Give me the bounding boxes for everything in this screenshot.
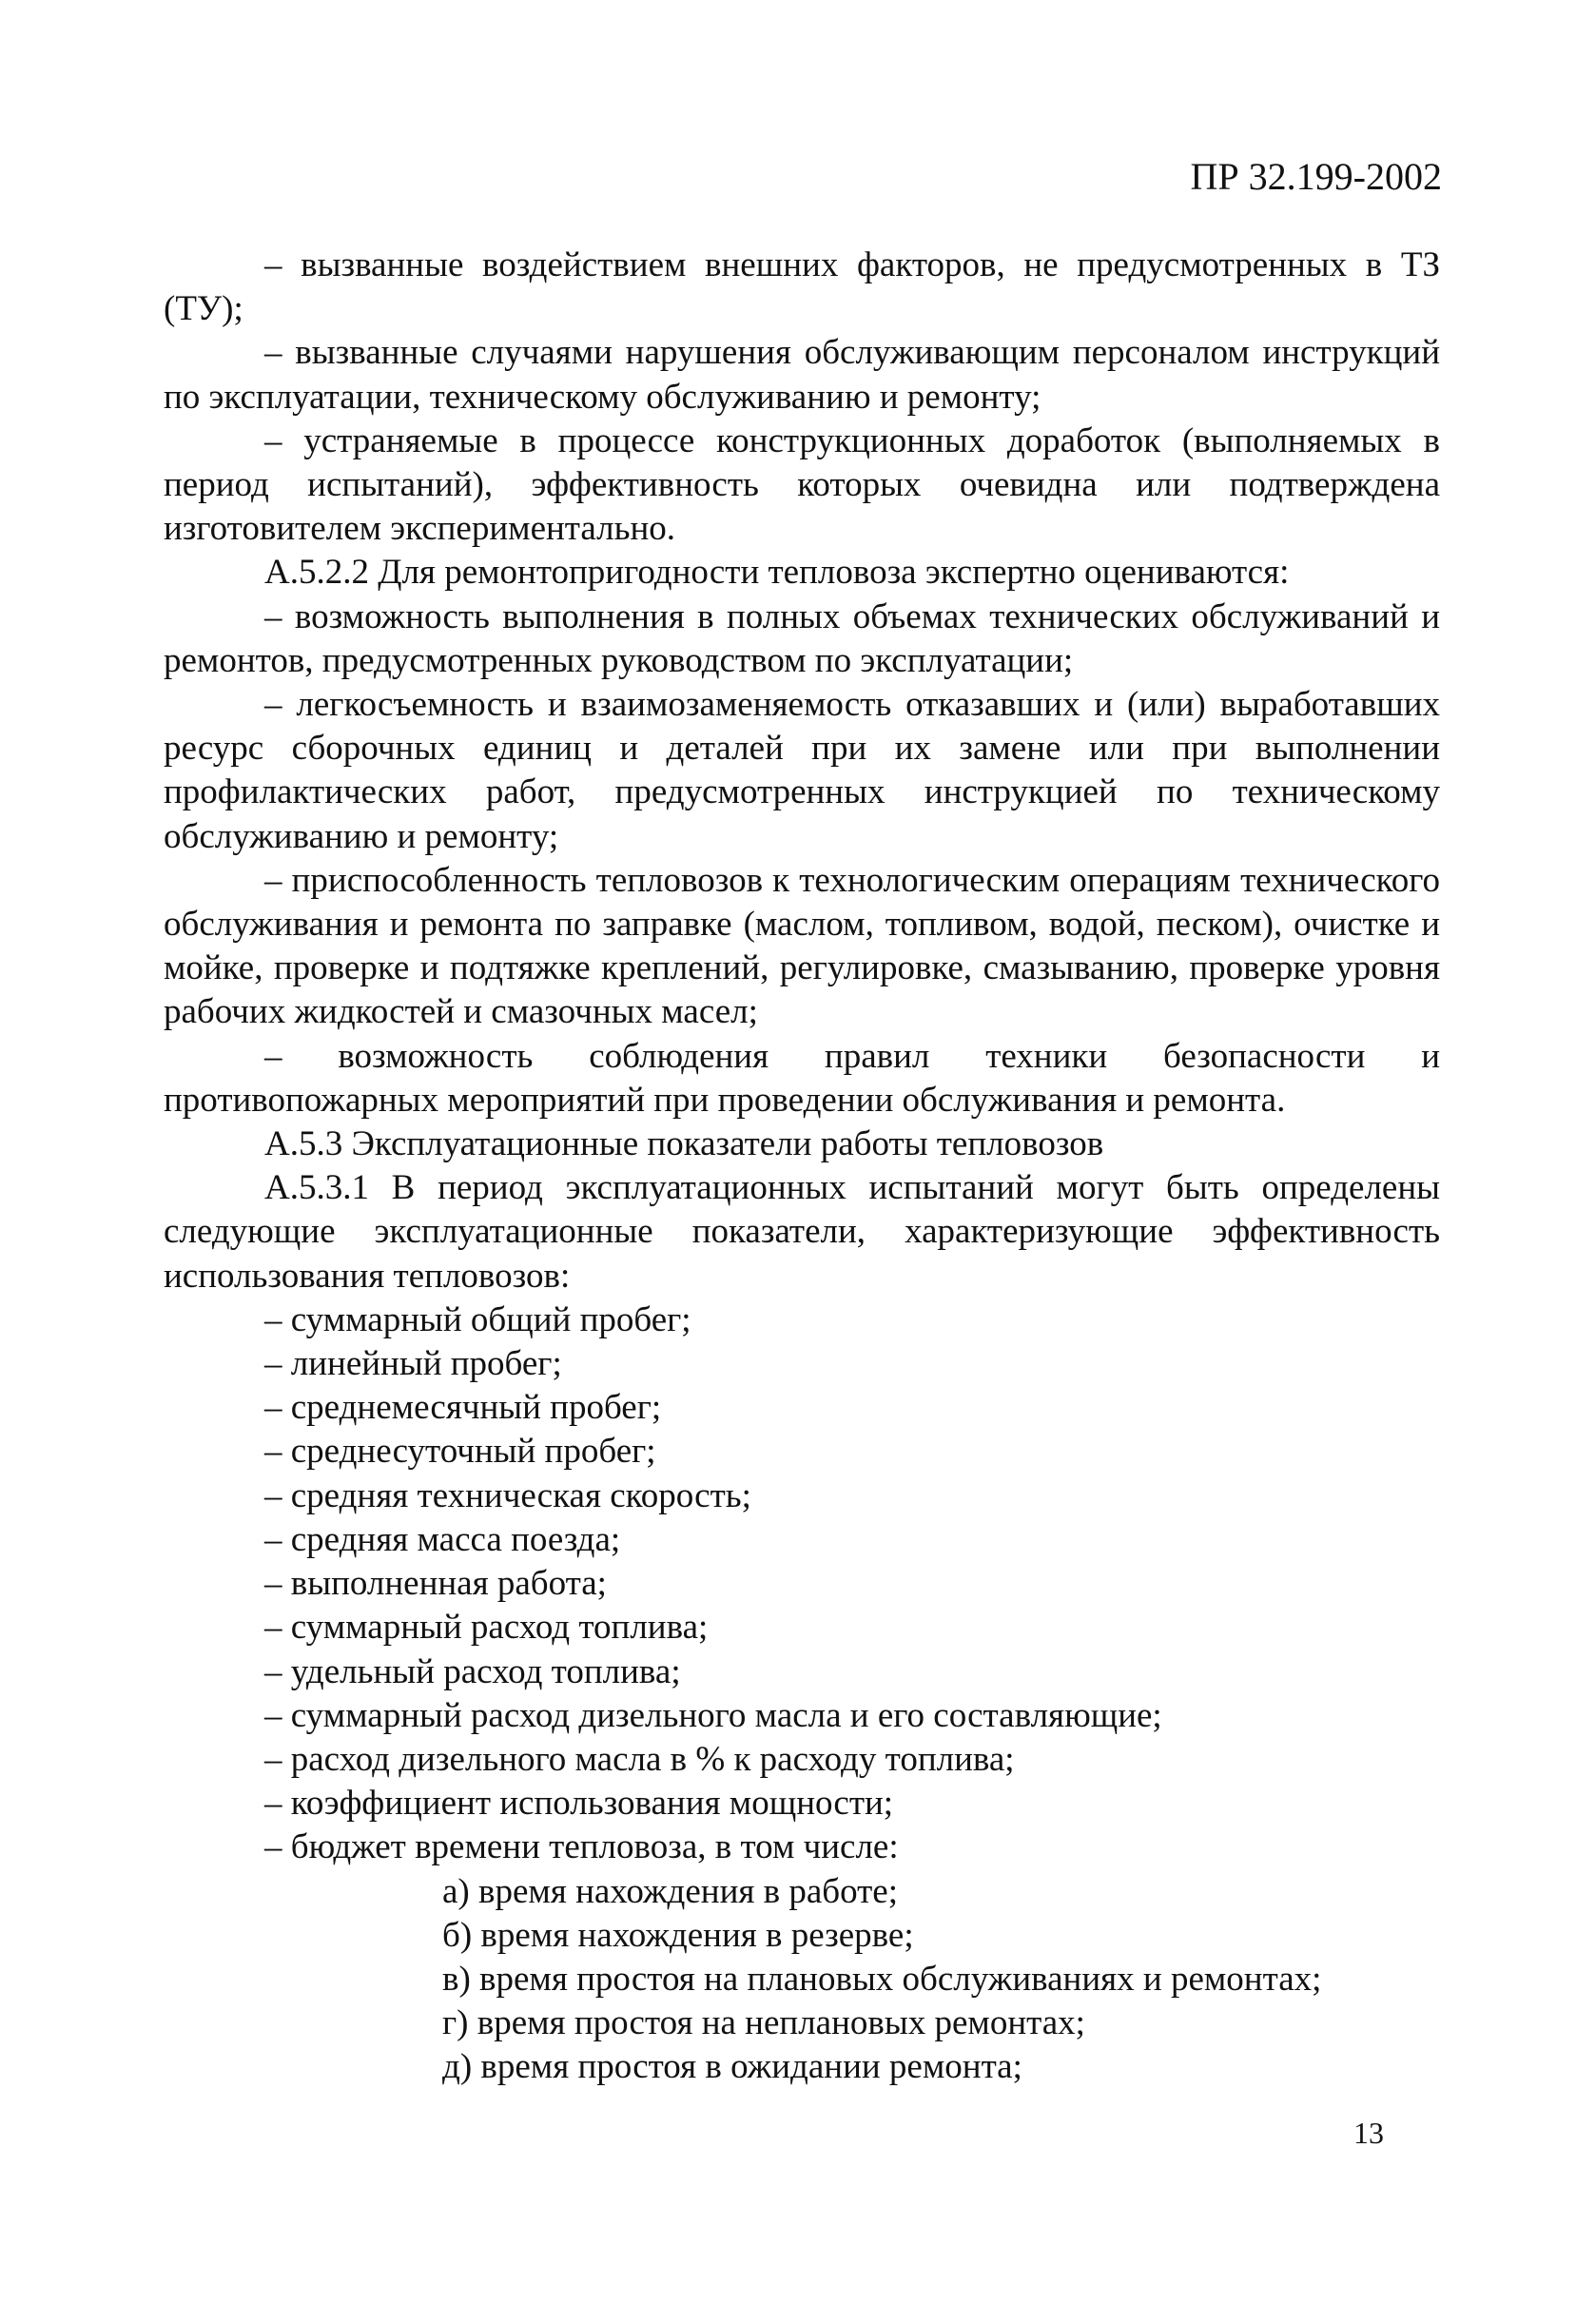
list-item: – суммарный расход дизельного масла и его составляющие;	[264, 1695, 1162, 1735]
list-item: – выполненная работа;	[264, 1564, 607, 1604]
list-item: – среднемесячный пробег;	[264, 1388, 662, 1428]
document-code-header: ПР 32.199-2002	[1190, 155, 1442, 198]
section-heading-a5-2-2: А.5.2.2 Для ремонтопригодности тепловоза экспертно оцениваются:	[264, 553, 1290, 593]
section-heading-a5-3-1: А.5.3.1 В период эксплуатационных испытаний могут быть определены следующие эксплуатационные показатели, характеризующие эффективность использования тепловозов:	[164, 1168, 1440, 1296]
sublist-item: д) время простоя в ожидании ремонта;	[442, 2047, 1022, 2087]
paragraph-interchangeability: – легкосъемность и взаимозаменяемость отказавших и (или) выработавших ресурс сборочных единиц и деталей при их замене или при выполнении профилактических работ, предусмотренных инструкцией по техническому обслуживанию и ремонту;	[164, 685, 1440, 856]
sublist-item: б) время нахождения в резерве;	[442, 1915, 914, 1955]
list-item: – средняя техническая скорость;	[264, 1475, 751, 1515]
document-body	[164, 244, 1440, 2090]
list-item: – среднесуточный пробег;	[264, 1432, 656, 1472]
list-item: – коэффициент использования мощности;	[264, 1784, 894, 1824]
page-number: 13	[1353, 2116, 1384, 2150]
paragraph-design-improvements: – устраняемые в процессе конструкционных доработок (выполняемых в период испытаний), эффективность которых очевидна или подтверждена изготовителем экспериментально.	[164, 420, 1440, 549]
indicators-list	[164, 1298, 1440, 1870]
paragraph-safety-rules: – возможность соблюдения правил техники безопасности и противопожарных мероприятий при проведении обслуживания и ремонта.	[164, 1036, 1440, 1120]
paragraph-maintenance-volume: – возможность выполнения в полных объемах технических обслуживаний и ремонтов, предусмотренных руководством по эксплуатации;	[164, 596, 1440, 680]
list-item: – линейный пробег;	[264, 1344, 562, 1384]
list-item: – суммарный общий пробег;	[264, 1299, 691, 1339]
paragraph-technological-adaptability: – приспособленность тепловозов к технологическим операциям технического обслуживания и ремонта по заправке (маслом, топливом, водой, песком), очистке и мойке, проверке и подтяжке креплений, регулировке, смазыванию, проверке уровня рабочих жидкостей и смазочных масел;	[164, 860, 1440, 1032]
time-budget-list	[164, 1870, 1440, 2090]
section-heading-a5-3: А.5.3 Эксплуатационные показатели работы тепловозов	[264, 1124, 1104, 1164]
list-item: – удельный расход топлива;	[264, 1651, 681, 1691]
paragraph-external-factors: – вызванные воздействием внешних факторов, не предусмотренных в ТЗ (ТУ);	[164, 245, 1440, 329]
sublist-item: в) время простоя на плановых обслуживаниях и ремонтах;	[442, 1959, 1322, 1999]
list-item: – расход дизельного масла в % к расходу топлива;	[264, 1739, 1015, 1779]
list-item: – средняя масса поезда;	[264, 1519, 621, 1559]
sublist-item: а) время нахождения в работе;	[442, 1871, 898, 1911]
sublist-item: г) время простоя на неплановых ремонтах;	[442, 2003, 1085, 2043]
list-item: – суммарный расход топлива;	[264, 1608, 709, 1648]
list-item: – бюджет времени тепловоза, в том числе:	[264, 1827, 899, 1867]
paragraph-personnel-violations: – вызванные случаями нарушения обслуживающим персоналом инструкций по эксплуатации, техническому обслуживанию и ремонту;	[164, 333, 1440, 417]
